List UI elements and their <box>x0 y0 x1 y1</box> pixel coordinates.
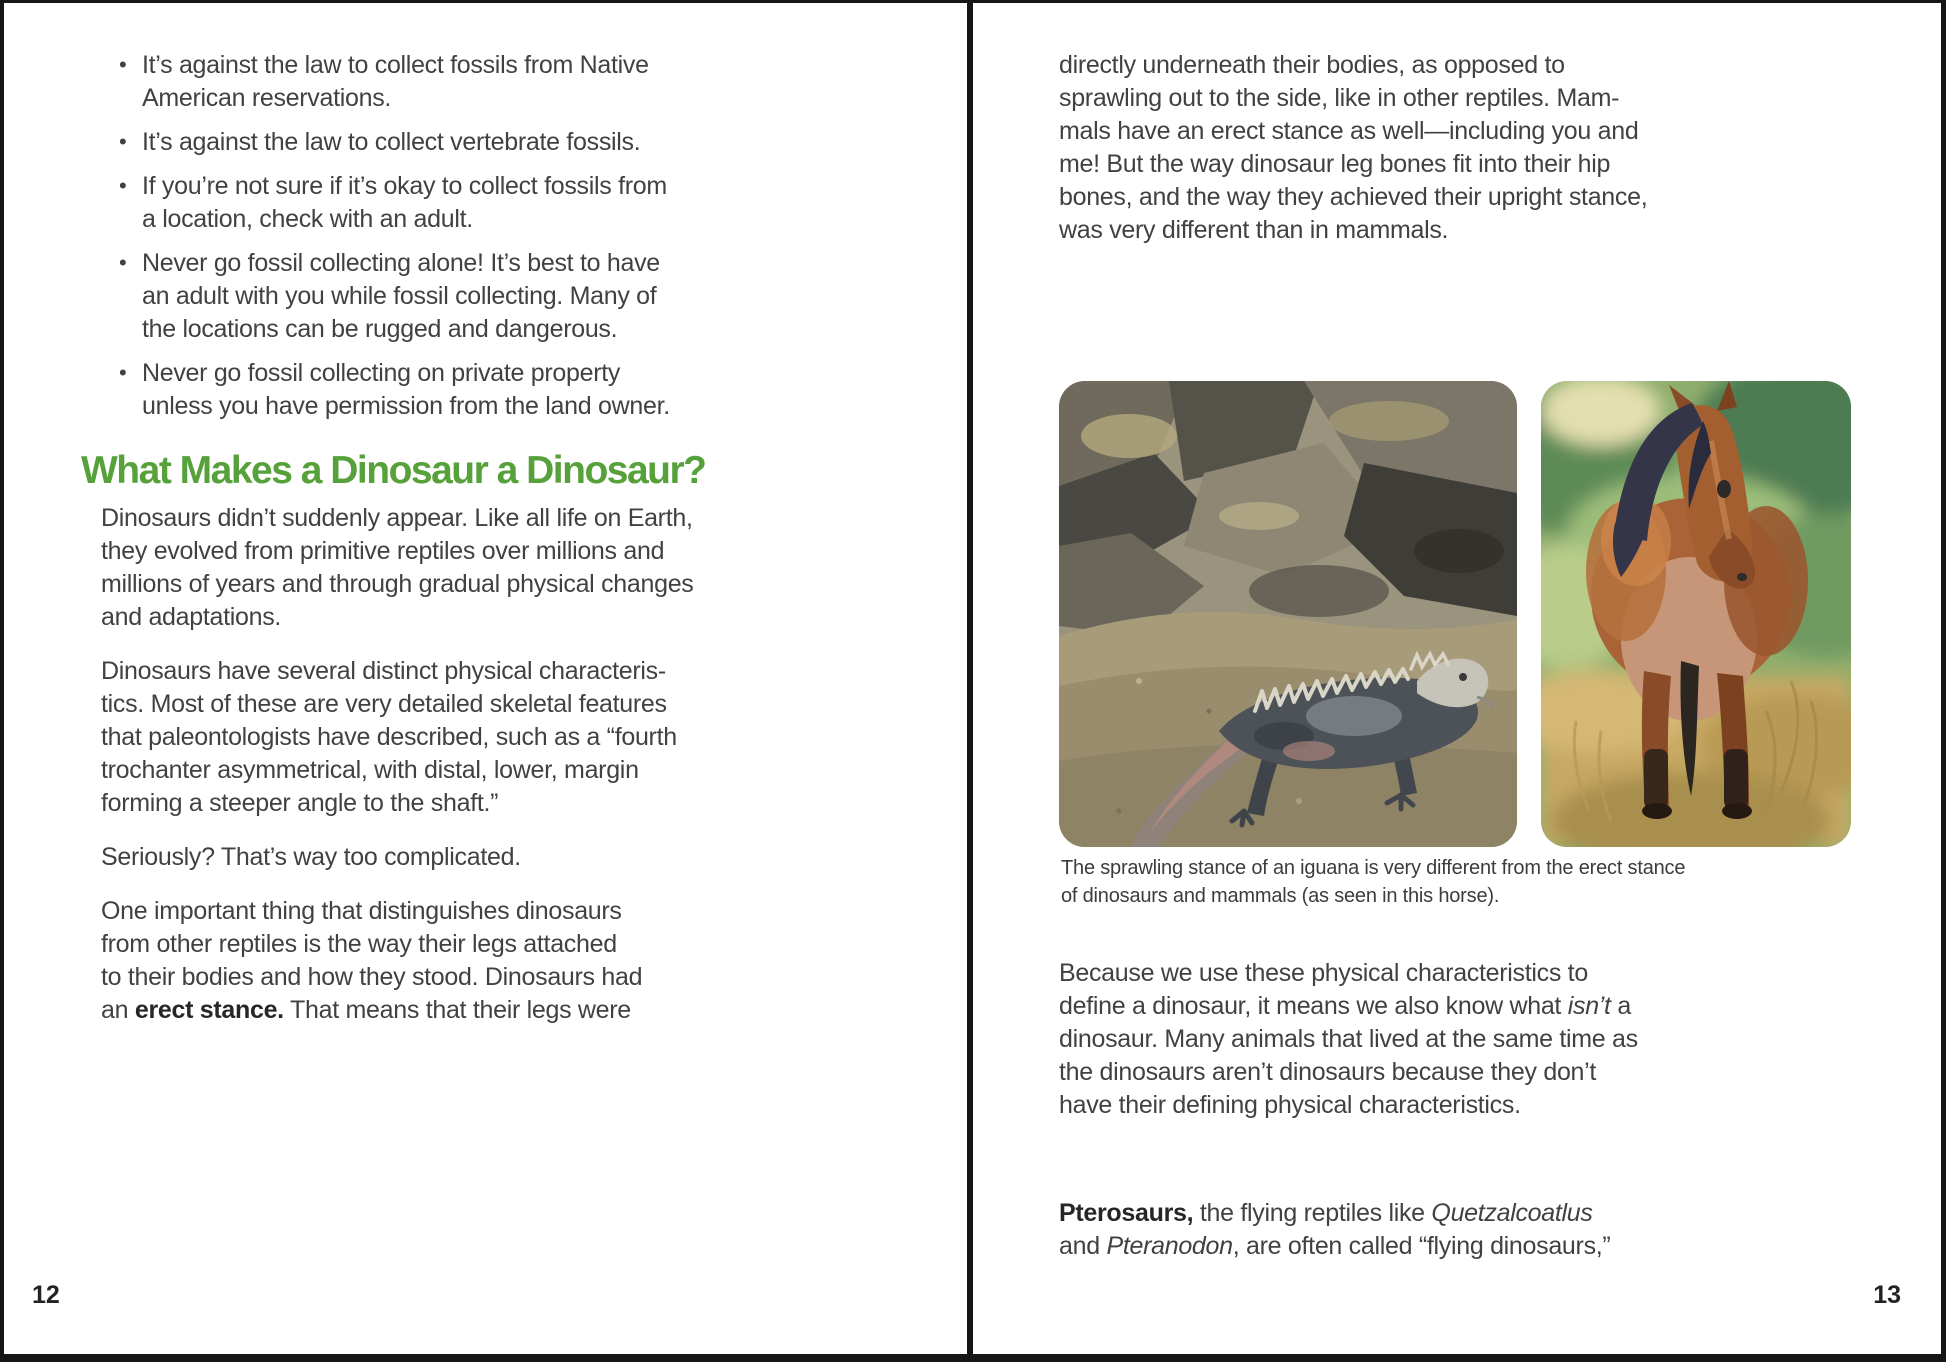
caption-line: of dinosaurs and mammals (as seen in this horse). <box>1061 885 1500 907</box>
text-line: define a dinosaur, it means we also know what isn’t a <box>1059 992 1631 1020</box>
text-line: American reservations. <box>142 84 392 112</box>
text-line: Because we use these physical characteristics to <box>1059 959 1588 987</box>
page-number-left: 12 <box>32 1281 60 1309</box>
text-line: the locations can be rugged and dangerous. <box>142 315 618 343</box>
right-mid-paragraphs <box>1059 957 1638 1143</box>
text-line: Seriously? That’s way too complicated. <box>101 843 521 871</box>
bullet-item <box>117 247 670 346</box>
paragraph <box>101 502 694 634</box>
right-bottom-paragraphs <box>1059 1197 1610 1284</box>
text-line: was very different than in mammals. <box>1059 216 1449 244</box>
text-line: the dinosaurs aren’t dinosaurs because they don’t <box>1059 1058 1597 1086</box>
bullet-item <box>117 357 670 423</box>
text-line: bones, and the way they achieved their upright stance, <box>1059 183 1648 211</box>
text-line: Dinosaurs didn’t suddenly appear. Like all life on Earth, <box>101 504 693 532</box>
page-left <box>4 3 967 1354</box>
iguana-illustration <box>1059 381 1517 847</box>
bullet-item <box>117 170 670 236</box>
text-line: directly underneath their bodies, as opposed to <box>1059 51 1565 79</box>
photo-caption <box>1061 854 1685 910</box>
text-line: trochanter asymmetrical, with distal, lower, margin <box>101 756 639 784</box>
horse-illustration <box>1541 381 1851 847</box>
photo-row <box>1059 381 1851 847</box>
bullet-item <box>117 126 670 159</box>
bullet-list <box>117 49 670 434</box>
page-right <box>973 3 1941 1354</box>
text-line: me! But the way dinosaur leg bones fit into their hip <box>1059 150 1611 178</box>
paragraph <box>1059 1197 1610 1263</box>
horse-photo <box>1541 381 1851 847</box>
text-line: from other reptiles is the way their legs attached <box>101 930 617 958</box>
text-line: • If you’re not sure if it’s okay to collect fossils from <box>142 172 667 200</box>
text-line: an adult with you while fossil collecting. Many of <box>142 282 657 310</box>
text-line: • Never go fossil collecting alone! It’s best to have <box>142 249 660 277</box>
text-line: mals have an erect stance as well—including you and <box>1059 117 1639 145</box>
iguana-photo <box>1059 381 1517 847</box>
text-line: • It’s against the law to collect fossils from Native <box>142 51 649 79</box>
text-line: to their bodies and how they stood. Dinosaurs had <box>101 963 643 991</box>
bullet-item <box>117 49 670 115</box>
text-line: • Never go fossil collecting on private property <box>142 359 621 387</box>
text-line: a location, check with an adult. <box>142 205 473 233</box>
text-line: and adaptations. <box>101 603 282 631</box>
page-number-right: 13 <box>1873 1281 1901 1309</box>
text-line: unless you have permission from the land owner. <box>142 392 670 420</box>
paragraph <box>1059 957 1638 1122</box>
paragraph <box>101 895 694 1027</box>
text-line: • It’s against the law to collect vertebrate fossils. <box>142 128 641 156</box>
paragraph <box>1059 49 1647 247</box>
text-line: sprawling out to the side, like in other reptiles. Mam- <box>1059 84 1620 112</box>
paragraph <box>101 655 694 820</box>
text-line: Pterosaurs, the flying reptiles like Quetzalcoatlus <box>1059 1199 1593 1227</box>
text-line: millions of years and through gradual physical changes <box>101 570 694 598</box>
left-paragraphs <box>101 502 694 1048</box>
right-top-paragraphs <box>1059 49 1647 268</box>
text-line: and Pteranodon, are often called “flying dinosaurs,” <box>1059 1232 1611 1260</box>
text-line: have their defining physical characteristics. <box>1059 1091 1521 1119</box>
paragraph <box>101 841 694 874</box>
text-line: dinosaur. Many animals that lived at the same time as <box>1059 1025 1638 1053</box>
text-line: they evolved from primitive reptiles over millions and <box>101 537 665 565</box>
caption-line: The sprawling stance of an iguana is very different from the erect stance <box>1061 857 1686 879</box>
text-line: an erect stance. That means that their legs were <box>101 996 631 1024</box>
text-line: tics. Most of these are very detailed skeletal features <box>101 690 667 718</box>
text-line: forming a steeper angle to the shaft.” <box>101 789 499 817</box>
text-line: that paleontologists have described, such as a “fourth <box>101 723 677 751</box>
section-heading: What Makes a Dinosaur a Dinosaur? <box>81 449 706 492</box>
text-line: Dinosaurs have several distinct physical characteris- <box>101 657 666 685</box>
text-line: One important thing that distinguishes dinosaurs <box>101 897 622 925</box>
